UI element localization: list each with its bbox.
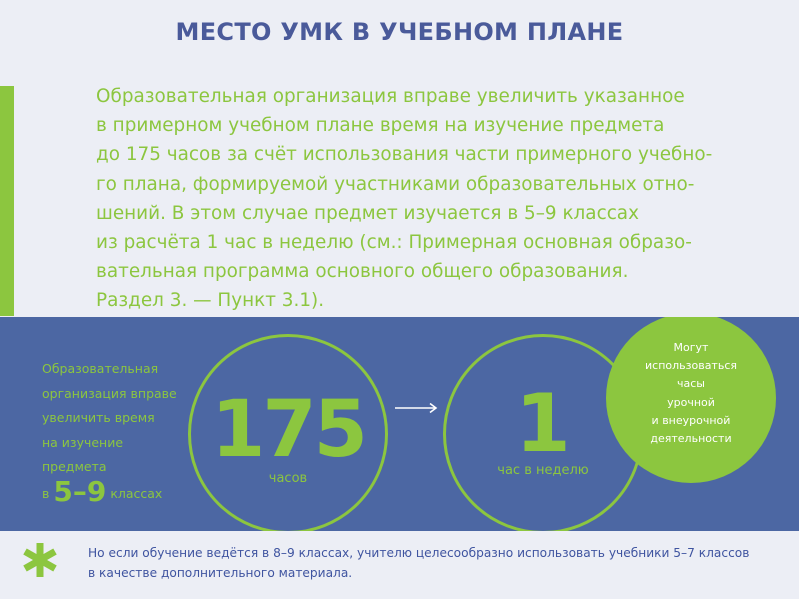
badge-text (606, 339, 776, 448)
hours-circle (188, 334, 388, 531)
badge-line: часы (677, 377, 705, 391)
footnote-line: Но если обучение ведётся в 8–9 классах, учителю целесообразно использовать учебники 5–7 классов (88, 546, 750, 560)
badge-line: деятельности (650, 432, 732, 446)
grades-line (42, 474, 163, 508)
left-description-line: организация вправе (42, 385, 177, 401)
badge-line: урочной (667, 395, 715, 409)
lead-line: шений. В этом случае предмет изучается в 5–9 классах (96, 202, 639, 224)
left-description-line: на изучение (42, 434, 124, 450)
grades-range: 5–9 (53, 474, 107, 508)
footnote (88, 543, 788, 583)
page-title: МЕСТО УМК В УЧЕБНОМ ПЛАНЕ (175, 18, 624, 46)
left-description-line: увеличить время (42, 410, 155, 425)
badge-line: использоваться (645, 359, 737, 373)
grades-suffix: классах (110, 485, 163, 501)
hours-number: 175 (211, 385, 365, 475)
lead-line: Образовательная организация вправе увеличить указанное (96, 86, 685, 107)
hours-caption: часов (268, 471, 308, 486)
arrow-right-icon (395, 402, 439, 414)
lead-paragraph (96, 82, 776, 316)
left-description-line: предмета (42, 459, 107, 474)
weekly-number: 1 (515, 377, 571, 470)
left-description (42, 357, 212, 506)
lead-line: из расчёта 1 час в неделю (см.: Примерная основная образо- (96, 232, 692, 254)
lead-line: до 175 часов за счёт использования части примерного учебно- (96, 144, 713, 166)
grades-prefix: в (42, 485, 50, 501)
accent-strip (0, 86, 14, 316)
weekly-caption: час в неделю (497, 463, 589, 478)
info-band (0, 317, 799, 531)
left-description-line: Образовательная (42, 361, 159, 376)
footnote-line: в качестве дополнительного материала. (88, 566, 353, 580)
lead-line: в примерном учебном плане время на изучение предмета (96, 115, 665, 137)
asterisk-icon (20, 540, 60, 580)
lead-line: Раздел 3. — Пункт 3.1). (96, 290, 325, 312)
lead-line: го плана, формируемой участниками образовательных отно- (96, 173, 695, 195)
usage-badge (606, 317, 776, 483)
lead-line: вательная программа основного общего образования. (96, 261, 629, 283)
badge-line: Могут (673, 341, 709, 354)
badge-line: и внеурочной (651, 413, 731, 427)
